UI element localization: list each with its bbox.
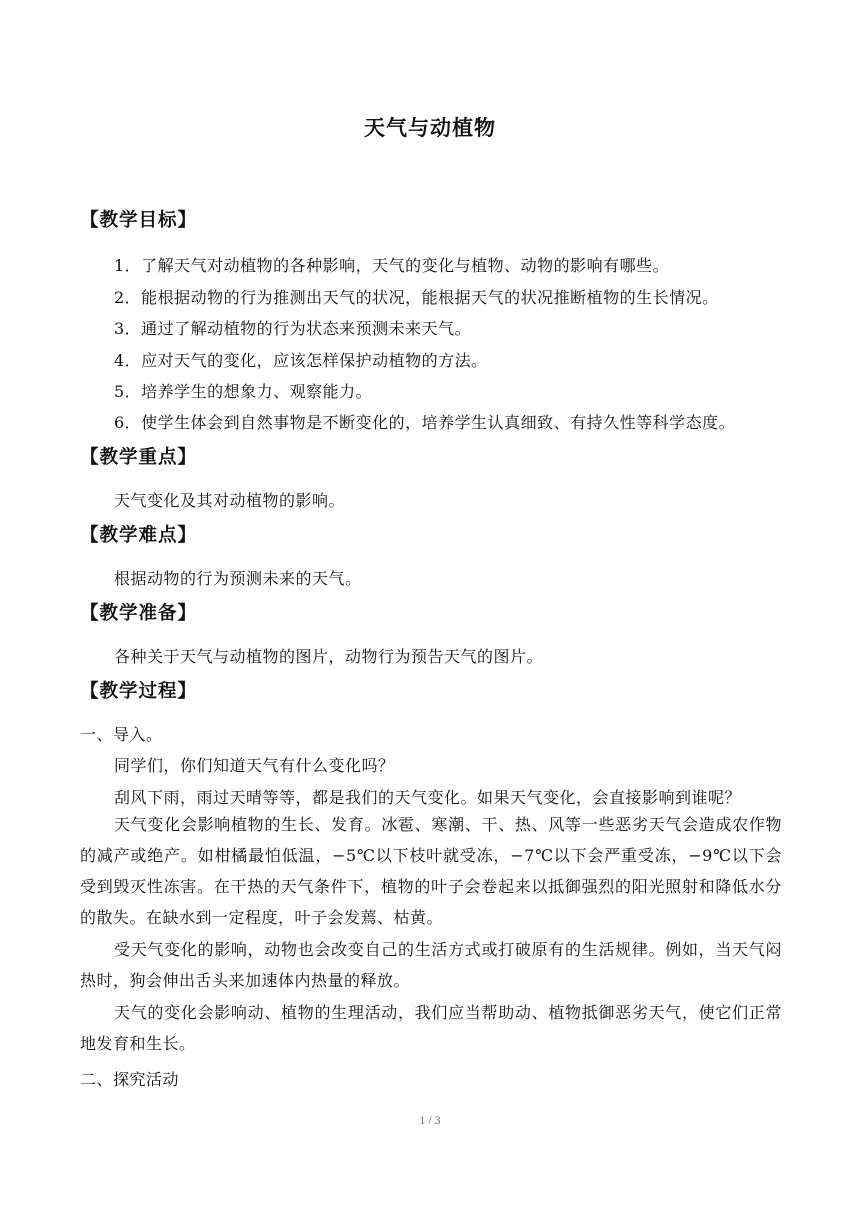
page-number: 1 / 3 — [419, 1113, 441, 1127]
intro-paragraph-1: 同学们，你们知道天气有什么变化吗？ — [114, 756, 395, 775]
heading-key-points: 【教学重点】 — [80, 447, 198, 468]
heading-process: 【教学过程】 — [80, 681, 198, 702]
section-activity-title: 二、探究活动 — [80, 1070, 180, 1089]
intro-paragraph-4: 受天气变化的影响，动物也会改变自己的生活方式或打破原有的生活规律。例如，当天气闷热时，狗会伸出舌头来加速体内热量的释放。 — [80, 940, 782, 990]
goal-item-1: 1．了解天气对动植物的各种影响，天气的变化与植物、动物的影响有哪些。 — [114, 256, 670, 275]
goal-item-5: 5．培养学生的想象力、观察能力。 — [114, 382, 373, 401]
intro-paragraph-5: 天气的变化会影响动、植物的生理活动，我们应当帮助动、植物抵御恶劣天气，使它们正常地发育和生长。 — [80, 1003, 782, 1053]
heading-difficulties: 【教学难点】 — [80, 525, 198, 546]
page-title: 天气与动植物 — [364, 116, 496, 140]
section-intro-title: 一、导入。 — [80, 725, 163, 744]
goal-item-2: 2．能根据动物的行为推测出天气的状况，能根据天气的状况推断植物的生长情况。 — [114, 288, 719, 307]
intro-paragraph-2: 刮风下雨，雨过天晴等等，都是我们的天气变化。如果天气变化，会直接影响到谁呢？ — [114, 788, 742, 807]
goal-item-4: 4．应对天气的变化，应该怎样保护动植物的方法。 — [114, 351, 488, 370]
intro-paragraph-3: 天气变化会影响植物的生长、发育。冰雹、寒潮、干、热、风等一些恶劣天气会造成农作物的减产或绝产。如柑橘最怕低温，−5℃以下枝叶就受冻，−7℃以下会严重受冻，−9℃以下会受到毁灭性冻害。在干热的天气条件下，植物的叶子会卷起来以抵御强烈的阳光照射和降低水分的散失。在缺水到一定程度，叶子会发蔫、枯黄。 — [80, 815, 782, 927]
goal-item-3: 3．通过了解动植物的行为状态来预测未来天气。 — [114, 319, 472, 338]
difficulties-text: 根据动物的行为预测未来的天气。 — [114, 569, 362, 588]
goal-item-6: 6．使学生体会到自然事物是不断变化的，培养学生认真细致、有持久性等科学态度。 — [114, 413, 736, 432]
key-points-text: 天气变化及其对动植物的影响。 — [114, 491, 346, 510]
heading-teaching-goals: 【教学目标】 — [80, 210, 198, 231]
heading-preparation: 【教学准备】 — [80, 603, 198, 624]
preparation-text: 各种关于天气与动植物的图片，动物行为预告天气的图片。 — [114, 647, 544, 666]
